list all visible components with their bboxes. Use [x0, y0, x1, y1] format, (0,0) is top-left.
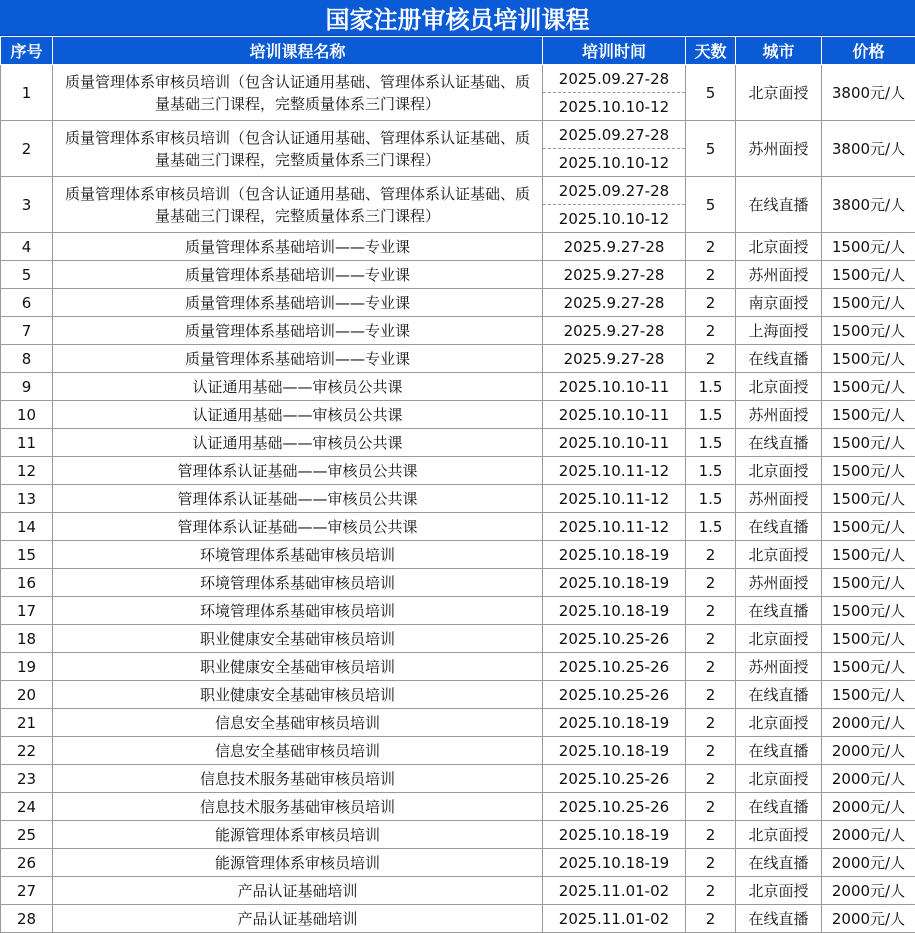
- cell-price: 1500元/人: [822, 261, 915, 289]
- cell-course-name: 质量管理体系基础培训——专业课: [53, 261, 543, 289]
- cell-course-name: 质量管理体系基础培训——专业课: [53, 317, 543, 345]
- cell-days: 2: [686, 233, 736, 261]
- cell-no: 6: [1, 289, 53, 317]
- cell-no: 24: [1, 793, 53, 821]
- table-row: [1, 569, 915, 597]
- cell-no: 18: [1, 625, 53, 653]
- cell-date: 2025.10.11-12: [543, 485, 686, 513]
- cell-date: 2025.10.10-11: [543, 373, 686, 401]
- cell-price: 1500元/人: [822, 653, 915, 681]
- cell-date: 2025.9.27-28: [543, 261, 686, 289]
- table-row: [1, 905, 915, 933]
- cell-city: 在线直播: [736, 737, 822, 765]
- date-range-pair: [543, 65, 685, 120]
- cell-city: 苏州面授: [736, 401, 822, 429]
- cell-city: 在线直播: [736, 681, 822, 709]
- cell-price: 2000元/人: [822, 849, 915, 877]
- course-table: [0, 36, 915, 933]
- cell-price: 1500元/人: [822, 625, 915, 653]
- cell-city: 在线直播: [736, 849, 822, 877]
- cell-days: 2: [686, 653, 736, 681]
- cell-date: 2025.9.27-28: [543, 233, 686, 261]
- cell-course-name: 信息安全基础审核员培训: [53, 709, 543, 737]
- cell-course-name: 管理体系认证基础——审核员公共课: [53, 485, 543, 513]
- cell-no: 23: [1, 765, 53, 793]
- cell-city: 在线直播: [736, 429, 822, 457]
- date-part-1: 2025.09.27-28: [543, 177, 685, 205]
- cell-no: 1: [1, 65, 53, 121]
- cell-days: 1.5: [686, 401, 736, 429]
- cell-no: 3: [1, 177, 53, 233]
- cell-days: 2: [686, 793, 736, 821]
- table-row: [1, 177, 915, 233]
- cell-date: 2025.10.25-26: [543, 681, 686, 709]
- cell-days: 2: [686, 709, 736, 737]
- table-row: [1, 429, 915, 457]
- cell-course-name: 环境管理体系基础审核员培训: [53, 597, 543, 625]
- cell-date: 2025.10.11-12: [543, 513, 686, 541]
- header-days: 天数: [686, 37, 736, 65]
- cell-no: 5: [1, 261, 53, 289]
- cell-no: 13: [1, 485, 53, 513]
- cell-course-name: 能源管理体系审核员培训: [53, 849, 543, 877]
- cell-no: 28: [1, 905, 53, 933]
- table-row: [1, 65, 915, 121]
- header-price: 价格: [822, 37, 915, 65]
- date-range-pair: [543, 121, 685, 176]
- cell-no: 21: [1, 709, 53, 737]
- table-row: [1, 317, 915, 345]
- cell-course-name: 能源管理体系审核员培训: [53, 821, 543, 849]
- cell-city: 在线直播: [736, 177, 822, 233]
- cell-no: 2: [1, 121, 53, 177]
- cell-course-name: 信息技术服务基础审核员培训: [53, 765, 543, 793]
- cell-course-name: 质量管理体系基础培训——专业课: [53, 345, 543, 373]
- cell-days: 2: [686, 737, 736, 765]
- cell-no: 19: [1, 653, 53, 681]
- cell-price: 1500元/人: [822, 233, 915, 261]
- table-row: [1, 653, 915, 681]
- cell-days: 2: [686, 681, 736, 709]
- cell-city: 北京面授: [736, 709, 822, 737]
- cell-no: 4: [1, 233, 53, 261]
- cell-price: 3800元/人: [822, 65, 915, 121]
- date-part-1: 2025.09.27-28: [543, 121, 685, 149]
- cell-price: 1500元/人: [822, 569, 915, 597]
- cell-city: 在线直播: [736, 793, 822, 821]
- cell-date: 2025.9.27-28: [543, 317, 686, 345]
- table-row: [1, 261, 915, 289]
- cell-price: 1500元/人: [822, 373, 915, 401]
- cell-city: 北京面授: [736, 233, 822, 261]
- date-part-1: 2025.09.27-28: [543, 65, 685, 93]
- header-date: 培训时间: [543, 37, 686, 65]
- header-name: 培训课程名称: [53, 37, 543, 65]
- cell-date: 2025.10.18-19: [543, 597, 686, 625]
- cell-days: 2: [686, 625, 736, 653]
- cell-days: 5: [686, 121, 736, 177]
- cell-price: 1500元/人: [822, 457, 915, 485]
- cell-date: 2025.10.10-11: [543, 401, 686, 429]
- cell-date: 2025.10.18-19: [543, 541, 686, 569]
- cell-no: 11: [1, 429, 53, 457]
- cell-date: 2025.10.18-19: [543, 849, 686, 877]
- cell-course-name: 环境管理体系基础审核员培训: [53, 569, 543, 597]
- sheet-title: 国家注册审核员培训课程: [0, 0, 915, 36]
- cell-price: 2000元/人: [822, 905, 915, 933]
- cell-date: 2025.10.25-26: [543, 793, 686, 821]
- cell-price: 1500元/人: [822, 485, 915, 513]
- cell-days: 2: [686, 849, 736, 877]
- cell-course-name: 职业健康安全基础审核员培训: [53, 681, 543, 709]
- cell-days: 2: [686, 261, 736, 289]
- cell-date: 2025.9.27-28: [543, 345, 686, 373]
- cell-price: 1500元/人: [822, 289, 915, 317]
- table-row: [1, 737, 915, 765]
- table-row: [1, 597, 915, 625]
- cell-course-name: 信息技术服务基础审核员培训: [53, 793, 543, 821]
- table-row: [1, 373, 915, 401]
- cell-city: 北京面授: [736, 65, 822, 121]
- cell-course-name: 质量管理体系基础培训——专业课: [53, 233, 543, 261]
- cell-course-name: 管理体系认证基础——审核员公共课: [53, 457, 543, 485]
- cell-price: 2000元/人: [822, 737, 915, 765]
- cell-city: 在线直播: [736, 345, 822, 373]
- cell-no: 26: [1, 849, 53, 877]
- cell-days: 2: [686, 765, 736, 793]
- table-row: [1, 457, 915, 485]
- cell-no: 7: [1, 317, 53, 345]
- cell-course-name: 质量管理体系基础培训——专业课: [53, 289, 543, 317]
- table-row: [1, 681, 915, 709]
- cell-date: [543, 177, 686, 233]
- cell-date: 2025.11.01-02: [543, 877, 686, 905]
- cell-price: 1500元/人: [822, 317, 915, 345]
- cell-date: 2025.9.27-28: [543, 289, 686, 317]
- cell-price: 1500元/人: [822, 597, 915, 625]
- cell-city: 苏州面授: [736, 569, 822, 597]
- cell-date: [543, 65, 686, 121]
- cell-city: 在线直播: [736, 597, 822, 625]
- cell-days: 2: [686, 541, 736, 569]
- cell-course-name: 质量管理体系审核员培训（包含认证通用基础、管理体系认证基础、质量基础三门课程，完整质量体系三门课程）: [53, 65, 543, 121]
- cell-price: 1500元/人: [822, 513, 915, 541]
- cell-days: 1.5: [686, 513, 736, 541]
- cell-date: 2025.10.18-19: [543, 569, 686, 597]
- cell-city: 北京面授: [736, 457, 822, 485]
- cell-course-name: 质量管理体系审核员培训（包含认证通用基础、管理体系认证基础、质量基础三门课程，完整质量体系三门课程）: [53, 177, 543, 233]
- cell-date: [543, 121, 686, 177]
- cell-no: 15: [1, 541, 53, 569]
- header-no: 序号: [1, 37, 53, 65]
- cell-date: 2025.11.01-02: [543, 905, 686, 933]
- cell-no: 12: [1, 457, 53, 485]
- table-row: [1, 345, 915, 373]
- table-row: [1, 821, 915, 849]
- table-row: [1, 289, 915, 317]
- table-row: [1, 793, 915, 821]
- cell-date: 2025.10.11-12: [543, 457, 686, 485]
- cell-no: 20: [1, 681, 53, 709]
- cell-days: 2: [686, 317, 736, 345]
- cell-city: 苏州面授: [736, 653, 822, 681]
- cell-city: 北京面授: [736, 541, 822, 569]
- cell-price: 1500元/人: [822, 401, 915, 429]
- cell-city: 北京面授: [736, 877, 822, 905]
- cell-price: 1500元/人: [822, 541, 915, 569]
- cell-city: 苏州面授: [736, 261, 822, 289]
- cell-price: 2000元/人: [822, 877, 915, 905]
- cell-price: 2000元/人: [822, 821, 915, 849]
- cell-course-name: 认证通用基础——审核员公共课: [53, 401, 543, 429]
- header-row: [1, 37, 915, 65]
- cell-price: 3800元/人: [822, 121, 915, 177]
- cell-course-name: 产品认证基础培训: [53, 877, 543, 905]
- header-city: 城市: [736, 37, 822, 65]
- cell-days: 1.5: [686, 373, 736, 401]
- table-row: [1, 541, 915, 569]
- date-part-2: 2025.10.10-12: [543, 149, 685, 176]
- table-row: [1, 765, 915, 793]
- cell-price: 2000元/人: [822, 793, 915, 821]
- table-row: [1, 513, 915, 541]
- cell-city: 北京面授: [736, 765, 822, 793]
- cell-date: 2025.10.25-26: [543, 765, 686, 793]
- table-row: [1, 849, 915, 877]
- table-row: [1, 121, 915, 177]
- cell-no: 8: [1, 345, 53, 373]
- cell-city: 北京面授: [736, 821, 822, 849]
- cell-days: 5: [686, 65, 736, 121]
- cell-date: 2025.10.25-26: [543, 653, 686, 681]
- cell-price: 1500元/人: [822, 429, 915, 457]
- table-row: [1, 401, 915, 429]
- cell-days: 2: [686, 877, 736, 905]
- cell-course-name: 职业健康安全基础审核员培训: [53, 625, 543, 653]
- cell-days: 5: [686, 177, 736, 233]
- table-row: [1, 233, 915, 261]
- cell-days: 2: [686, 905, 736, 933]
- cell-price: 1500元/人: [822, 345, 915, 373]
- cell-city: 上海面授: [736, 317, 822, 345]
- cell-price: 2000元/人: [822, 709, 915, 737]
- cell-price: 1500元/人: [822, 681, 915, 709]
- cell-course-name: 环境管理体系基础审核员培训: [53, 541, 543, 569]
- cell-city: 南京面授: [736, 289, 822, 317]
- cell-days: 1.5: [686, 429, 736, 457]
- table-body: [1, 65, 915, 933]
- cell-no: 16: [1, 569, 53, 597]
- cell-course-name: 职业健康安全基础审核员培训: [53, 653, 543, 681]
- cell-course-name: 管理体系认证基础——审核员公共课: [53, 513, 543, 541]
- cell-days: 2: [686, 821, 736, 849]
- cell-no: 25: [1, 821, 53, 849]
- cell-days: 1.5: [686, 485, 736, 513]
- cell-city: 北京面授: [736, 625, 822, 653]
- cell-course-name: 产品认证基础培训: [53, 905, 543, 933]
- cell-city: 在线直播: [736, 513, 822, 541]
- cell-price: 2000元/人: [822, 765, 915, 793]
- cell-price: 3800元/人: [822, 177, 915, 233]
- cell-date: 2025.10.18-19: [543, 709, 686, 737]
- cell-date: 2025.10.18-19: [543, 737, 686, 765]
- cell-city: 苏州面授: [736, 121, 822, 177]
- cell-no: 27: [1, 877, 53, 905]
- cell-no: 22: [1, 737, 53, 765]
- cell-course-name: 认证通用基础——审核员公共课: [53, 429, 543, 457]
- table-row: [1, 877, 915, 905]
- cell-course-name: 质量管理体系审核员培训（包含认证通用基础、管理体系认证基础、质量基础三门课程，完整质量体系三门课程）: [53, 121, 543, 177]
- cell-date: 2025.10.10-11: [543, 429, 686, 457]
- table-row: [1, 485, 915, 513]
- cell-course-name: 信息安全基础审核员培训: [53, 737, 543, 765]
- cell-days: 2: [686, 289, 736, 317]
- cell-days: 1.5: [686, 457, 736, 485]
- cell-days: 2: [686, 345, 736, 373]
- cell-date: 2025.10.18-19: [543, 821, 686, 849]
- cell-date: 2025.10.25-26: [543, 625, 686, 653]
- date-part-2: 2025.10.10-12: [543, 205, 685, 232]
- cell-no: 17: [1, 597, 53, 625]
- date-range-pair: [543, 177, 685, 232]
- cell-no: 14: [1, 513, 53, 541]
- cell-days: 2: [686, 597, 736, 625]
- cell-no: 9: [1, 373, 53, 401]
- date-part-2: 2025.10.10-12: [543, 93, 685, 120]
- cell-course-name: 认证通用基础——审核员公共课: [53, 373, 543, 401]
- table-row: [1, 709, 915, 737]
- table-row: [1, 625, 915, 653]
- cell-days: 2: [686, 569, 736, 597]
- cell-city: 北京面授: [736, 373, 822, 401]
- cell-no: 10: [1, 401, 53, 429]
- cell-city: 在线直播: [736, 905, 822, 933]
- cell-city: 苏州面授: [736, 485, 822, 513]
